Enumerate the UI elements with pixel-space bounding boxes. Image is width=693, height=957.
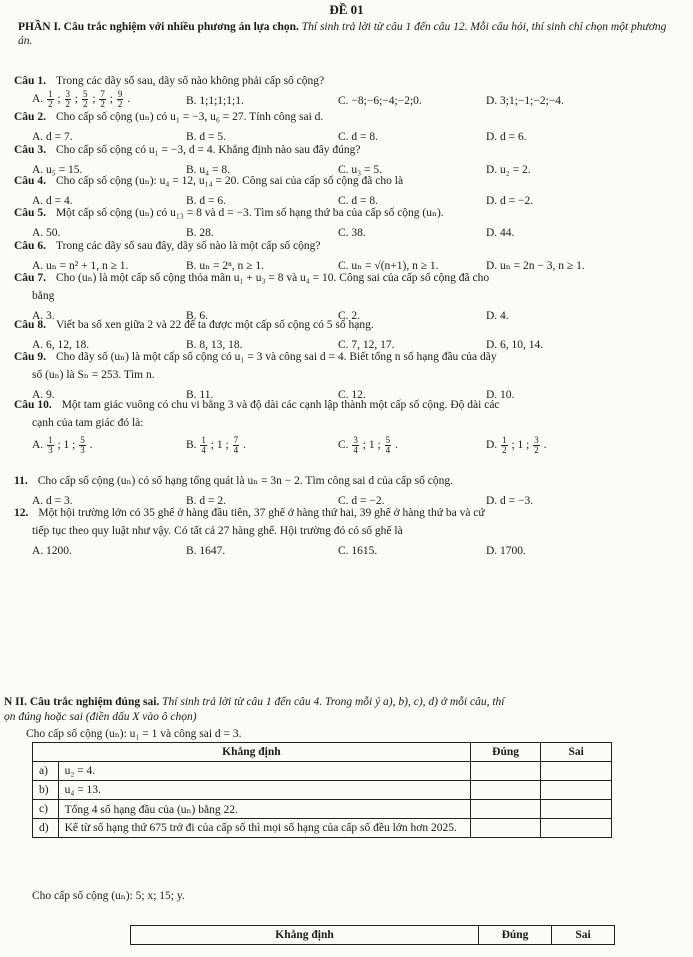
option-b[interactable]: B. $\frac{1}{4}$ ; 1 ; $\frac{7}{4}$ . bbox=[186, 435, 246, 455]
header-false: Sai bbox=[541, 743, 612, 762]
q10-fraction: $\frac{1}{3}$ bbox=[48, 435, 53, 455]
true-checkbox-b[interactable] bbox=[470, 781, 541, 800]
question-3 bbox=[14, 143, 684, 157]
false-checkbox-c[interactable] bbox=[541, 800, 612, 819]
row-statement: Tổng 4 số hạng đầu của (uₙ) bằng 22. bbox=[58, 800, 470, 819]
question-text: Cho dãy số (uₙ) là một cấp số cộng có u₁ = 3 và công sai d = 4. Biết tổng n số hạng đầu của dãy bbox=[55, 351, 497, 363]
header-true: Đúng bbox=[470, 743, 541, 762]
option-a[interactable]: A. d = 7. bbox=[32, 131, 73, 143]
option-b[interactable]: B. uₙ = 2ⁿ, n ≥ 1. bbox=[186, 260, 264, 272]
header-false: Sai bbox=[552, 926, 615, 945]
row-label: c) bbox=[33, 800, 59, 819]
q10-fraction: $\frac{1}{4}$ bbox=[201, 435, 206, 455]
question-label: Câu 8. bbox=[14, 319, 46, 331]
question-text: Một hội trường lớn có 35 ghế ở hàng đầu tiên, 37 ghế ở hàng thứ hai, 39 ghế ở hàng thứ ba và cứ bbox=[38, 507, 485, 519]
option-d[interactable]: D. 4. bbox=[486, 310, 509, 322]
option-a[interactable]: A. 1200. bbox=[32, 545, 72, 557]
question-label: Câu 1. bbox=[14, 75, 46, 87]
false-checkbox-a[interactable] bbox=[541, 762, 612, 781]
option-c[interactable]: C. d = 8. bbox=[338, 195, 379, 207]
option-a[interactable]: A. 9. bbox=[32, 389, 55, 401]
row-label: a) bbox=[33, 762, 59, 781]
true-checkbox-d[interactable] bbox=[470, 819, 541, 838]
option-a[interactable]: A. 3. bbox=[32, 310, 55, 322]
question-text: Viết ba số xen giữa 2 và 22 để ta được một cấp số cộng có 5 số hạng. bbox=[55, 319, 374, 331]
header-statement: Khẳng định bbox=[131, 926, 479, 945]
table-row bbox=[33, 819, 612, 838]
option-d[interactable]: D. d = −3. bbox=[486, 495, 534, 507]
row-statement: u₄ = 13. bbox=[58, 781, 470, 800]
row-statement: u₂ = 4. bbox=[58, 762, 470, 781]
part2-q1-intro: Cho cấp số cộng (uₙ): u₁ = 1 và công sai d = 3. bbox=[26, 728, 242, 740]
q10-fraction: $\frac{3}{2}$ bbox=[534, 435, 539, 455]
question-label: Câu 6. bbox=[14, 240, 46, 252]
option-a[interactable]: A. 6, 12, 18. bbox=[32, 339, 90, 351]
row-label: d) bbox=[33, 819, 59, 838]
option-c[interactable]: C. 7, 12, 17. bbox=[338, 339, 395, 351]
option-a[interactable]: A. d = 3. bbox=[32, 495, 73, 507]
part2-instruction-line2: ọn đúng hoặc sai (điền dấu X vào ô chọn) bbox=[4, 711, 197, 723]
question-9 bbox=[14, 350, 684, 364]
option-c[interactable]: C. 38. bbox=[338, 227, 366, 239]
option-b[interactable]: B. d = 6. bbox=[186, 195, 227, 207]
option-d[interactable]: D. d = −2. bbox=[486, 195, 534, 207]
part2-instruction: Thí sinh trả lời từ câu 1 đến câu 4. Trong mỗi ý a), b), c), d) ở mỗi câu, thí bbox=[162, 696, 505, 708]
option-d[interactable]: D. d = 6. bbox=[486, 131, 527, 143]
question-text: Trong các dãy số sau đây, dãy số nào là một cấp số cộng? bbox=[55, 240, 321, 252]
option-c[interactable]: C. u₃ = 5. bbox=[338, 164, 383, 176]
question-text-continued: bằng bbox=[32, 290, 55, 302]
part2-heading: N II. Câu trắc nghiệm đúng sai. bbox=[4, 696, 160, 708]
question-text: Cho (uₙ) là một cấp số cộng thỏa mãn u₁ + u₃ = 8 và u₄ = 10. Công sai của cấp số cộng đã cho bbox=[55, 272, 490, 284]
option-b[interactable]: B. 1647. bbox=[186, 545, 226, 557]
q10-fraction: $\frac{1}{2}$ bbox=[502, 435, 507, 455]
question-text: Cho cấp số cộng có u₁ = −3, d = 4. Khẳng định nào sau đây đúng? bbox=[55, 144, 361, 156]
question-text: Cho cấp số cộng (uₙ): u₄ = 12, u₁₄ = 20. Công sai của cấp số cộng đã cho là bbox=[55, 175, 404, 187]
q10-fraction: $\frac{3}{4}$ bbox=[353, 435, 358, 455]
question-2 bbox=[14, 110, 684, 124]
option-c[interactable]: C. $\frac{3}{4}$ ; 1 ; $\frac{5}{4}$ . bbox=[338, 435, 398, 455]
option-b[interactable]: B. 8, 13, 18. bbox=[186, 339, 243, 351]
q1-fraction: $\frac{7}{2}$ bbox=[100, 89, 105, 109]
option-b[interactable]: B. u₄ = 8. bbox=[186, 164, 231, 176]
part1-instruction: Thí sinh trả lời từ câu 1 đến câu 12. Mỗi câu hỏi, thí sinh chỉ chọn một phương án. bbox=[18, 21, 667, 47]
false-checkbox-d[interactable] bbox=[541, 819, 612, 838]
option-d[interactable]: D. u₂ = 2. bbox=[486, 164, 531, 176]
option-a[interactable]: A. u₅ = 15. bbox=[32, 164, 83, 176]
part2-q2-intro: Cho cấp số cộng (uₙ): 5; x; 15; y. bbox=[32, 890, 185, 902]
q1-fraction: $\frac{5}{2}$ bbox=[82, 89, 88, 109]
question-12 bbox=[14, 506, 684, 520]
option-b[interactable]: B. d = 2. bbox=[186, 495, 227, 507]
option-d[interactable]: D. 44. bbox=[486, 227, 515, 239]
question-6 bbox=[14, 239, 684, 253]
part1-heading: PHẦN I. Câu trắc nghiệm với nhiều phương án lựa chọn. bbox=[18, 21, 299, 33]
q1-fraction: $\frac{3}{2}$ bbox=[65, 89, 71, 109]
option-c[interactable]: C. 2. bbox=[338, 310, 361, 322]
question-text-continued: số (uₙ) là Sₙ = 253. Tìm n. bbox=[32, 369, 155, 381]
option-c[interactable]: C. 12. bbox=[338, 389, 366, 401]
question-text: Cho cấp số cộng (uₙ) có số hạng tổng quát là uₙ = 3n − 2. Tìm công sai d của cấp số cộng. bbox=[37, 475, 453, 487]
question-text-continued: cạnh của tam giác đó là: bbox=[32, 417, 144, 429]
exam-title: ĐỀ 01 bbox=[329, 2, 364, 17]
question-label: 11. bbox=[14, 475, 28, 487]
option-b[interactable]: B. d = 5. bbox=[186, 131, 227, 143]
question-8 bbox=[14, 318, 684, 332]
table-row bbox=[33, 762, 612, 781]
table-row bbox=[33, 781, 612, 800]
question-label: Câu 7. bbox=[14, 272, 46, 284]
option-d[interactable]: D. $\frac{1}{2}$ ; 1 ; $\frac{3}{2}$ . bbox=[486, 435, 547, 455]
question-text: Cho cấp số cộng (uₙ) có u₁ = −3, u₆ = 27. Tính công sai d. bbox=[55, 111, 324, 123]
question-label: Câu 2. bbox=[14, 111, 46, 123]
question-5 bbox=[14, 206, 684, 220]
q10-fraction: $\frac{5}{4}$ bbox=[385, 435, 391, 455]
question-label: Câu 5. bbox=[14, 207, 46, 219]
option-b[interactable]: B. 1;1;1;1;1. bbox=[186, 95, 244, 107]
option-d[interactable]: D. uₙ = 2n − 3, n ≥ 1. bbox=[486, 260, 585, 272]
option-b[interactable]: B. 6. bbox=[186, 310, 209, 322]
q10-fraction: $\frac{5}{3}$ bbox=[80, 435, 85, 455]
header-statement: Khẳng định bbox=[33, 743, 471, 762]
question-4 bbox=[14, 174, 684, 188]
true-false-table-1 bbox=[32, 742, 612, 838]
question-label: Câu 10. bbox=[14, 399, 52, 411]
option-c[interactable]: C. uₙ = √(n+1), n ≥ 1. bbox=[338, 260, 439, 272]
option-a[interactable]: A. $\frac{1}{2}$ ; $\frac{3}{2}$ ; $\frac{5}{2}$ ; $\frac{7}{2}$ ; $\frac{9}{2}$ . bbox=[32, 89, 131, 109]
option-d[interactable]: D. 6, 10, 14. bbox=[486, 339, 544, 351]
question-label: Câu 4. bbox=[14, 175, 46, 187]
question-11 bbox=[14, 474, 684, 488]
option-d[interactable]: D. 3;1;−1;−2;−4. bbox=[486, 95, 564, 107]
option-d[interactable]: D. 10. bbox=[486, 389, 515, 401]
question-label: Câu 9. bbox=[14, 351, 46, 363]
option-a[interactable]: A. 50. bbox=[32, 227, 61, 239]
q10-fraction: $\frac{7}{4}$ bbox=[233, 435, 239, 455]
false-checkbox-b[interactable] bbox=[541, 781, 612, 800]
option-a[interactable]: A. $\frac{1}{3}$ ; 1 ; $\frac{5}{3}$ . bbox=[32, 435, 93, 455]
true-false-table-2 bbox=[130, 925, 615, 945]
option-c[interactable]: C. d = −2. bbox=[338, 495, 385, 507]
option-a[interactable]: A. uₙ = n² + 1, n ≥ 1. bbox=[32, 260, 129, 272]
true-checkbox-c[interactable] bbox=[470, 800, 541, 819]
table-row bbox=[33, 800, 612, 819]
q1-fraction: $\frac{1}{2}$ bbox=[48, 89, 53, 109]
option-b[interactable]: B. 28. bbox=[186, 227, 214, 239]
table-header-row bbox=[131, 926, 615, 945]
question-text-continued: tiếp tục theo quy luật như vậy. Có tất cả 27 hàng ghế. Hội trường đó có số ghế là bbox=[32, 525, 403, 537]
part2-intro bbox=[4, 695, 690, 709]
question-text: Một cấp số cộng (uₙ) có u₁₃ = 8 và d = −3. Tìm số hạng thứ ba của cấp số cộng (uₙ). bbox=[55, 207, 444, 219]
part1-intro bbox=[18, 20, 678, 48]
row-label: b) bbox=[33, 781, 59, 800]
option-c[interactable]: C. 1615. bbox=[338, 545, 378, 557]
row-statement: Kể từ số hạng thứ 675 trở đi của cấp số thì mọi số hạng của cấp số đều lớn hơn 2025. bbox=[58, 819, 470, 838]
question-label: Câu 3. bbox=[14, 144, 46, 156]
question-text: Trong các dãy số sau, dãy số nào không phải cấp số cộng? bbox=[55, 75, 325, 87]
option-d[interactable]: D. 1700. bbox=[486, 545, 526, 557]
option-c[interactable]: C. d = 8. bbox=[338, 131, 379, 143]
question-text: Một tam giác vuông có chu vi bằng 3 và độ dài các cạnh lập thành một cấp số cộng. Độ dài các bbox=[61, 399, 500, 411]
question-10 bbox=[14, 398, 684, 412]
option-a[interactable]: A. d = 4. bbox=[32, 195, 73, 207]
question-label: 12. bbox=[14, 507, 29, 519]
question-7 bbox=[14, 271, 684, 285]
question-1 bbox=[14, 74, 684, 88]
header-true: Đúng bbox=[479, 926, 552, 945]
table-header-row bbox=[33, 743, 612, 762]
q1-fraction: $\frac{9}{2}$ bbox=[117, 89, 123, 109]
option-c[interactable]: C. −8;−6;−4;−2;0. bbox=[338, 95, 422, 107]
option-b[interactable]: B. 11. bbox=[186, 389, 214, 401]
true-checkbox-a[interactable] bbox=[470, 762, 541, 781]
